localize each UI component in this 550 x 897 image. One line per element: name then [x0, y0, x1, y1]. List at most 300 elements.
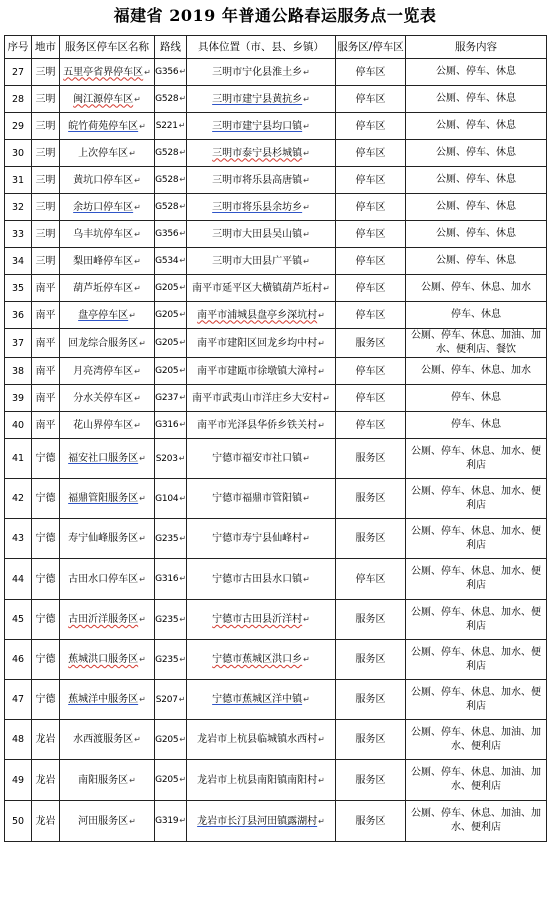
paragraph-mark-icon: ↵ [303, 67, 310, 77]
cell-loc [187, 600, 336, 640]
cell-name-text: 回龙综合服务区 [68, 337, 139, 349]
cell-loc [187, 248, 336, 275]
paragraph-mark-icon: ↵ [144, 67, 151, 77]
cell-route-text: G356 [155, 229, 179, 239]
paragraph-mark-icon: ↵ [178, 694, 186, 704]
cell-svc-text: 公厕、停车、休息 [436, 201, 516, 212]
cell-name-text: 寿宁仙峰服务区 [68, 533, 139, 544]
header-city: 地市 [32, 36, 60, 59]
cell-name [60, 720, 155, 760]
cell-loc-text: 宁德市古田县水口镇 [212, 573, 303, 585]
cell-route-text: G528 [155, 148, 179, 158]
cell-type [336, 113, 406, 140]
cell-route-text: G316 [155, 574, 179, 584]
table-row [5, 140, 547, 167]
cell-name-text: 福安社口服务区 [68, 453, 139, 464]
cell-svc [406, 801, 547, 842]
cell-city [32, 140, 60, 167]
paragraph-mark-icon: ↵ [179, 67, 186, 76]
cell-svc [406, 680, 547, 720]
cell-route-text: G205 [155, 734, 179, 745]
cell-no-text: 33 [11, 228, 25, 240]
paragraph-mark-icon: ↵ [139, 615, 146, 624]
cell-name-text: 梨田峰停车区 [73, 255, 134, 267]
cell-loc-text: 三明市大田县广平镇 [212, 255, 303, 267]
paragraph-mark-icon: ↵ [318, 310, 325, 320]
cell-no-text: 36 [11, 309, 25, 321]
cell-no [5, 59, 32, 86]
cell-type [336, 412, 406, 439]
paragraph-mark-icon: ↵ [179, 256, 186, 265]
cell-route-text: G205 [155, 775, 179, 785]
cell-name-text: 花山界停车区 [73, 419, 134, 431]
cell-route [155, 680, 187, 720]
paragraph-mark-icon: ↵ [179, 734, 186, 744]
cell-route [155, 559, 187, 600]
cell-name-text: 余坊口停车区 [73, 201, 134, 213]
paragraph-mark-icon: ↵ [318, 816, 325, 826]
cell-route-text: G534 [155, 256, 179, 266]
cell-no [5, 194, 32, 221]
cell-svc [406, 248, 547, 275]
cell-type-text: 停车区 [355, 255, 386, 267]
cell-route-text: G528 [155, 202, 179, 212]
paragraph-mark-icon: ↵ [303, 121, 310, 131]
paragraph-mark-icon: ↵ [179, 229, 186, 238]
cell-name [60, 194, 155, 221]
cell-city-text: 龙岩 [35, 734, 56, 745]
cell-svc [406, 559, 547, 600]
cell-name [60, 519, 155, 559]
cell-route [155, 720, 187, 760]
cell-city [32, 358, 60, 385]
cell-route [155, 275, 187, 302]
cell-svc-text: 公厕、停车、休息、加水、便利店 [411, 525, 541, 551]
cell-svc-text: 停车、休息 [451, 419, 501, 430]
cell-loc-text: 龙岩市上杭县临城镇水西村 [197, 734, 318, 745]
paragraph-mark-icon: ↵ [179, 148, 186, 157]
cell-loc [187, 140, 336, 167]
cell-type-text: 停车区 [355, 309, 386, 321]
cell-city-text: 宁德 [35, 493, 56, 504]
cell-city-text: 宁德 [35, 453, 56, 464]
cell-loc-text: 宁德市寿宁县仙峰村 [212, 533, 303, 544]
paragraph-mark-icon: ↵ [178, 121, 186, 130]
cell-city-text: 宁德 [35, 573, 56, 585]
cell-city-text: 南平 [35, 282, 56, 294]
cell-no [5, 275, 32, 302]
table-row [5, 760, 547, 801]
cell-city-text: 南平 [35, 365, 56, 377]
cell-type [336, 439, 406, 479]
cell-type-text: 服务区 [355, 654, 386, 665]
table-row [5, 720, 547, 760]
cell-loc [187, 519, 336, 559]
cell-svc-text: 公厕、停车、休息、加油、加水、便利店 [411, 726, 541, 752]
cell-svc [406, 113, 547, 140]
cell-no-text: 42 [11, 493, 25, 504]
cell-no-text: 34 [11, 255, 25, 267]
cell-svc-text: 公厕、停车、休息、加水、便利店 [411, 445, 541, 471]
cell-svc [406, 221, 547, 248]
cell-city-text: 三明 [35, 93, 56, 105]
cell-svc-text: 公厕、停车、休息、加油、加水、便利店 [411, 808, 541, 833]
table-body [5, 59, 547, 842]
cell-route-text: G205 [155, 283, 179, 293]
cell-route-text: S203 [155, 453, 178, 464]
cell-city-text: 宁德 [35, 654, 56, 665]
cell-loc [187, 194, 336, 221]
cell-city [32, 640, 60, 680]
cell-city-text: 宁德 [35, 533, 56, 544]
cell-route [155, 248, 187, 275]
cell-name [60, 559, 155, 600]
paragraph-mark-icon: ↵ [303, 615, 310, 624]
paragraph-mark-icon: ↵ [129, 816, 136, 826]
paragraph-mark-icon: ↵ [303, 695, 310, 704]
cell-route-text: G316 [155, 420, 179, 430]
cell-type-text: 停车区 [355, 201, 386, 213]
paragraph-mark-icon: ↵ [179, 366, 186, 375]
paragraph-mark-icon: ↵ [179, 202, 186, 211]
paragraph-mark-icon: ↵ [179, 393, 186, 402]
cell-svc [406, 519, 547, 559]
cell-route [155, 221, 187, 248]
cell-route [155, 86, 187, 113]
paragraph-mark-icon: ↵ [139, 695, 146, 704]
cell-type [336, 167, 406, 194]
cell-type [336, 194, 406, 221]
cell-loc [187, 329, 336, 358]
cell-name [60, 167, 155, 194]
cell-name [60, 412, 155, 439]
paragraph-mark-icon: ↵ [134, 735, 141, 744]
cell-name [60, 479, 155, 519]
paragraph-mark-icon: ↵ [303, 454, 310, 463]
cell-route [155, 302, 187, 329]
cell-route-text: G205 [155, 338, 179, 348]
table-header-row [5, 36, 547, 59]
cell-name [60, 302, 155, 329]
cell-name [60, 801, 155, 842]
cell-svc-text: 公厕、停车、休息 [436, 174, 516, 185]
cell-no-text: 40 [11, 419, 25, 431]
cell-loc [187, 358, 336, 385]
cell-svc [406, 439, 547, 479]
cell-no-text: 46 [11, 654, 25, 665]
cell-city [32, 275, 60, 302]
cell-no [5, 680, 32, 720]
paragraph-mark-icon: ↵ [179, 775, 186, 784]
cell-loc [187, 385, 336, 412]
cell-loc [187, 801, 336, 842]
paragraph-mark-icon: ↵ [134, 420, 141, 430]
cell-loc [187, 221, 336, 248]
paragraph-mark-icon: ↵ [303, 655, 310, 664]
cell-route-text: G205 [155, 366, 179, 376]
cell-no [5, 221, 32, 248]
cell-name [60, 113, 155, 140]
cell-no-text: 43 [11, 533, 25, 544]
cell-name-text: 水西渡服务区 [73, 734, 134, 745]
cell-type [336, 86, 406, 113]
cell-name-text: 古田沂洋服务区 [68, 614, 139, 625]
cell-svc [406, 412, 547, 439]
cell-svc-text: 公厕、停车、休息、加水、便利店 [411, 606, 541, 632]
paragraph-mark-icon: ↵ [303, 94, 310, 104]
paragraph-mark-icon: ↵ [139, 494, 146, 503]
table-row [5, 113, 547, 140]
cell-name-text: 分水关停车区 [73, 392, 134, 404]
paragraph-mark-icon: ↵ [134, 175, 141, 185]
cell-svc [406, 385, 547, 412]
cell-loc-text: 南平市建阳区回龙乡均中村 [197, 337, 318, 349]
paragraph-mark-icon: ↵ [318, 775, 325, 785]
cell-no-text: 47 [11, 694, 25, 705]
paragraph-mark-icon: ↵ [179, 94, 186, 103]
paragraph-mark-icon: ↵ [323, 393, 330, 403]
cell-no-text: 30 [11, 147, 25, 159]
cell-name-text: 古田水口停车区 [68, 573, 139, 585]
cell-type [336, 385, 406, 412]
cell-type-text: 服务区 [355, 533, 386, 544]
paragraph-mark-icon: ↵ [318, 420, 325, 430]
paragraph-mark-icon: ↵ [129, 775, 136, 785]
paragraph-mark-icon: ↵ [179, 338, 186, 347]
cell-type [336, 519, 406, 559]
cell-no-text: 32 [11, 201, 25, 213]
cell-no-text: 38 [11, 365, 25, 377]
cell-no [5, 801, 32, 842]
table-row [5, 479, 547, 519]
cell-no [5, 140, 32, 167]
cell-no-text: 31 [11, 174, 25, 186]
cell-name-text: 黄坑口停车区 [73, 174, 134, 186]
cell-loc-text: 三明市建宁县黄抗乡 [212, 93, 303, 105]
cell-name-text: 河田服务区 [78, 815, 129, 827]
header-type: 服务区/停车区 [336, 36, 406, 59]
cell-name-text: 蕉城洪口服务区 [68, 654, 139, 665]
cell-svc [406, 140, 547, 167]
paragraph-mark-icon: ↵ [179, 574, 186, 583]
paragraph-mark-icon: ↵ [139, 338, 146, 348]
cell-city-text: 三明 [35, 201, 56, 213]
paragraph-mark-icon: ↵ [179, 310, 186, 319]
paragraph-mark-icon: ↵ [179, 175, 186, 184]
cell-city [32, 680, 60, 720]
cell-loc-text: 三明市大田县吴山镇 [212, 228, 303, 240]
cell-type-text: 停车区 [355, 419, 386, 431]
cell-loc-text: 南平市延平区大横镇葫芦坵村 [192, 282, 323, 294]
cell-city [32, 86, 60, 113]
cell-svc-text: 公厕、停车、休息、加水、便利店 [411, 485, 541, 511]
cell-no [5, 86, 32, 113]
cell-svc-text: 公厕、停车、休息、加油、加水、便利店、餐饮 [411, 330, 541, 355]
cell-loc [187, 275, 336, 302]
cell-city [32, 600, 60, 640]
cell-city-text: 三明 [35, 147, 56, 159]
cell-name [60, 600, 155, 640]
cell-city [32, 801, 60, 842]
cell-loc-text: 南平市武夷山市洋庄乡大安村 [192, 392, 323, 404]
table-row [5, 329, 547, 358]
cell-city [32, 385, 60, 412]
cell-loc-text: 龙岩市长汀县河田镇露湖村 [197, 815, 318, 827]
cell-city-text: 三明 [35, 120, 56, 132]
cell-route [155, 329, 187, 358]
cell-svc [406, 167, 547, 194]
cell-svc-text: 公厕、停车、休息、加水、便利店 [411, 646, 541, 672]
cell-name [60, 221, 155, 248]
header-no: 序号 [5, 36, 32, 59]
cell-route-text: G235 [155, 654, 179, 665]
cell-name [60, 358, 155, 385]
cell-svc [406, 194, 547, 221]
cell-city-text: 三明 [35, 228, 56, 240]
table-row [5, 167, 547, 194]
paragraph-mark-icon: ↵ [134, 94, 141, 104]
cell-route-text: G237 [155, 393, 179, 403]
cell-type-text: 停车区 [355, 120, 386, 132]
cell-name-text: 五里亭省界停车区 [63, 66, 144, 78]
cell-name-text: 福鼎管阳服务区 [68, 493, 139, 504]
cell-type [336, 760, 406, 801]
cell-loc [187, 59, 336, 86]
cell-no [5, 412, 32, 439]
cell-type [336, 479, 406, 519]
cell-city [32, 302, 60, 329]
cell-svc [406, 720, 547, 760]
paragraph-mark-icon: ↵ [179, 420, 186, 429]
cell-type-text: 服务区 [355, 337, 386, 349]
cell-city-text: 三明 [35, 255, 56, 267]
cell-no-text: 37 [11, 337, 25, 349]
cell-loc [187, 167, 336, 194]
cell-no [5, 385, 32, 412]
cell-type-text: 服务区 [355, 734, 386, 745]
paragraph-mark-icon: ↵ [129, 310, 136, 320]
cell-route [155, 760, 187, 801]
cell-loc [187, 302, 336, 329]
paragraph-mark-icon: ↵ [139, 534, 146, 543]
cell-type-text: 停车区 [355, 392, 386, 404]
cell-city [32, 59, 60, 86]
cell-svc [406, 59, 547, 86]
cell-svc [406, 275, 547, 302]
cell-route [155, 600, 187, 640]
cell-svc [406, 358, 547, 385]
cell-route-text: G319 [155, 816, 179, 826]
cell-city [32, 221, 60, 248]
cell-no-text: 48 [11, 734, 25, 745]
cell-no [5, 760, 32, 801]
table-row [5, 680, 547, 720]
paragraph-mark-icon: ↵ [139, 121, 146, 131]
paragraph-mark-icon: ↵ [178, 453, 186, 463]
paragraph-mark-icon: ↵ [179, 654, 186, 664]
cell-city [32, 412, 60, 439]
cell-type [336, 140, 406, 167]
cell-loc-text: 三明市将乐县余坊乡 [212, 201, 303, 213]
cell-name-text: 上次停车区 [78, 147, 129, 159]
cell-no [5, 329, 32, 358]
cell-svc-text: 停车、休息 [451, 392, 501, 403]
cell-no [5, 640, 32, 680]
cell-name [60, 439, 155, 479]
cell-no-text: 49 [11, 774, 25, 786]
cell-svc-text: 公厕、停车、休息 [436, 255, 516, 266]
paragraph-mark-icon: ↵ [129, 148, 136, 158]
cell-city [32, 194, 60, 221]
cell-route [155, 640, 187, 680]
cell-name [60, 760, 155, 801]
cell-type [336, 329, 406, 358]
cell-name [60, 680, 155, 720]
cell-name-text: 蕉城洋中服务区 [68, 694, 139, 705]
cell-loc [187, 113, 336, 140]
cell-no-text: 39 [11, 392, 25, 404]
cell-route [155, 59, 187, 86]
cell-name [60, 385, 155, 412]
cell-city [32, 760, 60, 801]
cell-route-text: G235 [155, 614, 179, 625]
cell-city [32, 329, 60, 358]
header-location: 具体位置（市、县、乡镇） [187, 36, 336, 59]
table-row [5, 248, 547, 275]
cell-no [5, 439, 32, 479]
cell-city-text: 宁德 [35, 694, 56, 705]
paragraph-mark-icon: ↵ [303, 202, 310, 212]
cell-no-text: 35 [11, 282, 25, 294]
cell-route-text: S221 [155, 121, 178, 131]
paragraph-mark-icon: ↵ [323, 283, 330, 293]
cell-no [5, 358, 32, 385]
cell-name-text: 月亮湾停车区 [73, 365, 134, 377]
cell-loc-text: 宁德市福鼎市管阳镇 [212, 493, 303, 504]
cell-loc [187, 720, 336, 760]
header-route: 路线 [155, 36, 187, 59]
cell-no [5, 113, 32, 140]
cell-route [155, 113, 187, 140]
cell-type-text: 停车区 [355, 573, 386, 585]
paragraph-mark-icon: ↵ [134, 366, 141, 376]
cell-city-text: 龙岩 [35, 815, 56, 827]
cell-route [155, 412, 187, 439]
cell-city-text: 南平 [35, 337, 56, 349]
cell-name-text: 乌丰坑停车区 [73, 228, 134, 240]
paragraph-mark-icon: ↵ [318, 366, 325, 376]
cell-loc-text: 龙岩市上杭县南阳镇南阳村 [197, 774, 318, 786]
paragraph-mark-icon: ↵ [318, 735, 325, 744]
paragraph-mark-icon: ↵ [139, 574, 146, 584]
paragraph-mark-icon: ↵ [139, 655, 146, 664]
table-row [5, 801, 547, 842]
cell-route [155, 479, 187, 519]
paragraph-mark-icon: ↵ [303, 148, 310, 158]
cell-city [32, 720, 60, 760]
cell-loc-text: 宁德市古田县沂洋村 [212, 614, 303, 625]
table-row [5, 412, 547, 439]
table-row [5, 59, 547, 86]
cell-type-text: 停车区 [355, 93, 386, 105]
cell-city [32, 248, 60, 275]
cell-loc-text: 南平市光泽县华侨乡铁关村 [197, 419, 318, 431]
cell-city-text: 三明 [35, 66, 56, 78]
cell-type-text: 服务区 [355, 493, 386, 504]
cell-route [155, 194, 187, 221]
cell-city [32, 519, 60, 559]
cell-loc-text: 三明市宁化县淮土乡 [212, 66, 303, 78]
